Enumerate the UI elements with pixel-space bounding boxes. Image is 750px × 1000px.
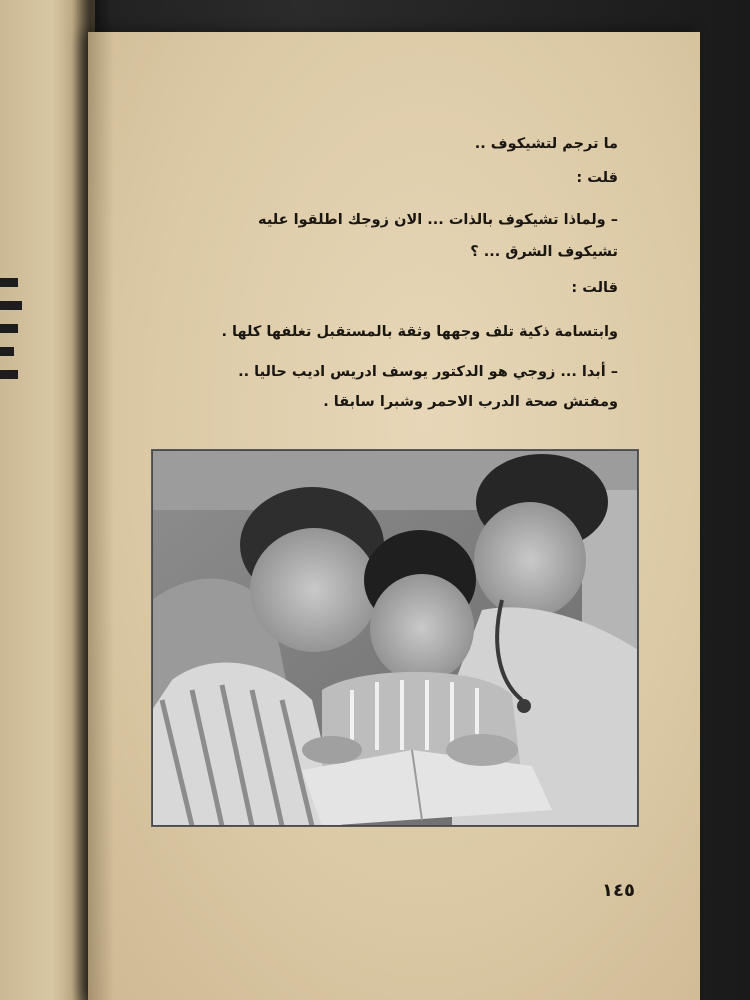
text-line: – ولماذا تشيكوف بالذات ... الان زوجك اطلقوا عليه xyxy=(258,212,618,228)
page-edge-shade xyxy=(88,32,114,1000)
text-line: قلت : xyxy=(576,170,618,186)
text-line: تشيكوف الشرق ... ؟ xyxy=(470,244,618,260)
text-fragment xyxy=(0,324,18,333)
text-fragment xyxy=(0,278,18,287)
page-number: ١٤٥ xyxy=(602,880,635,901)
text-line: قالت : xyxy=(571,280,618,296)
text-fragment xyxy=(0,301,22,310)
book-page xyxy=(88,32,700,1000)
text-line: – أبدا ... زوجي هو الدكتور يوسف ادريس اديب حاليا .. xyxy=(238,364,618,380)
text-line: ومفتش صحة الدرب الاحمر وشبرا سابقا . xyxy=(323,394,618,410)
text-line: وابتسامة ذكية تلف وجهها وثقة بالمستقبل تغلفها كلها . xyxy=(221,324,618,340)
previous-page-text-edge xyxy=(0,278,26,393)
text-fragment xyxy=(0,347,14,356)
family-photograph xyxy=(152,450,638,826)
text-line: ما ترجم لتشيكوف .. xyxy=(474,136,618,152)
text-fragment xyxy=(0,370,18,379)
photo-illustration xyxy=(152,450,638,826)
